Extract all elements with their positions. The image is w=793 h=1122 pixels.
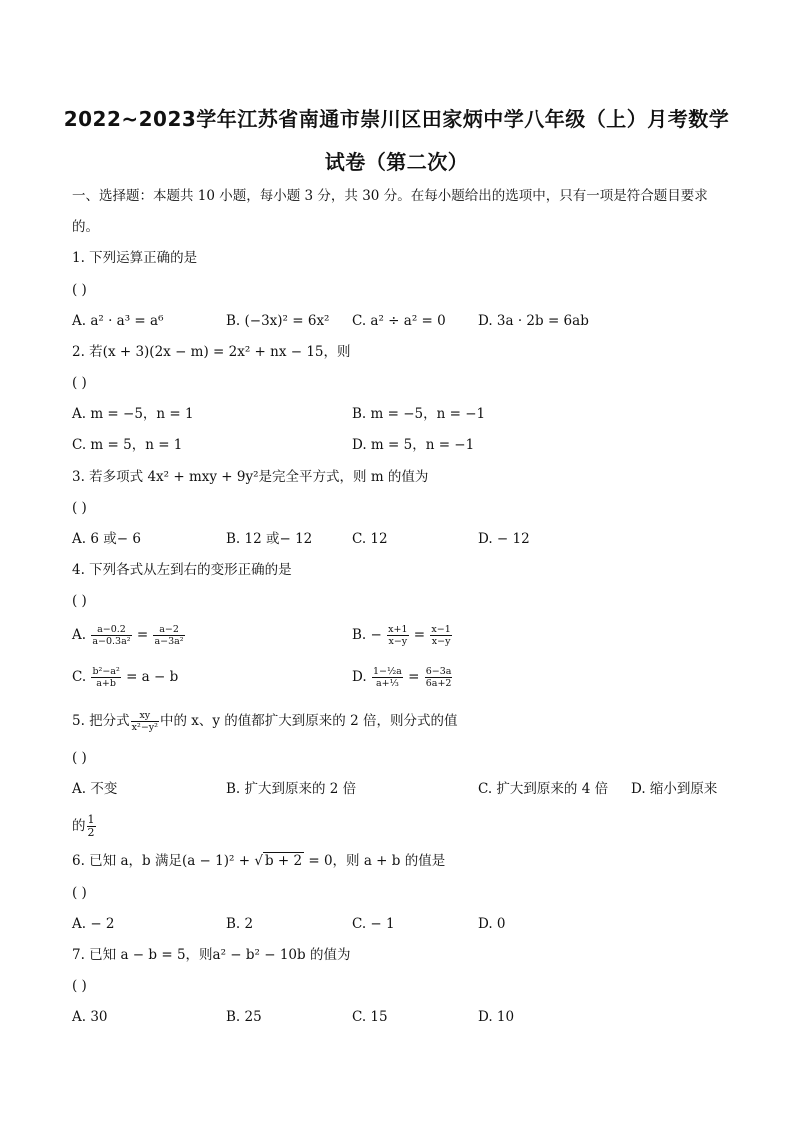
question-4-stem: 4. 下列各式从左到右的变形正确的是 [72, 562, 292, 578]
question-1-option-c: C. a² ÷ a² = 0 [352, 313, 446, 329]
numerator: a−2 [153, 624, 184, 636]
question-7-stem: 7. 已知 a − b = 5，则a² − b² − 10b 的值为 [72, 947, 351, 963]
question-2-option-d: D. m = 5，n = −1 [352, 437, 475, 453]
denominator: x−y [431, 636, 451, 647]
equals-sign: = [136, 627, 149, 643]
equals-sign: = [413, 627, 426, 643]
denominator: a+⅓ [375, 678, 399, 689]
numerator: 6−3a [425, 666, 452, 677]
minus-sign: − [370, 627, 382, 643]
question-7-option-c: C. 15 [352, 1009, 388, 1025]
numerator: a−0.2 [91, 624, 131, 636]
numerator: 1−½a [372, 666, 402, 677]
question-6-option-c: C. − 1 [352, 916, 395, 932]
question-3-option-c: C. 12 [352, 531, 388, 547]
question-1-option-a: A. a² · a³ = a⁶ [72, 313, 164, 329]
fraction [91, 624, 131, 647]
numerator: 1 [87, 813, 95, 826]
question-6-option-d: D. 0 [478, 916, 506, 932]
radicand: b + 2 [264, 853, 303, 869]
fraction [387, 624, 408, 647]
stem-text: 中的 x、y 的值都扩大到原来的 2 倍，则分式的值 [159, 713, 458, 729]
equals-sign: = [408, 669, 420, 685]
question-2-answer-paren: ( ) [72, 375, 87, 391]
question-2-option-a: A. m = −5，n = 1 [72, 406, 194, 422]
fraction [425, 666, 453, 689]
question-7-option-d: D. 10 [478, 1009, 515, 1025]
denominator: a−0.3a² [92, 636, 131, 647]
question-1-option-b: B. (−3x)² = 6x² [226, 313, 330, 329]
question-1-option-d: D. 3a · 2b = 6ab [478, 313, 589, 329]
question-7-option-b: B. 25 [226, 1009, 262, 1025]
section-intro: 一、选择题：本题共 10 小题，每小题 3 分，共 30 分。在每小题给出的选项中，只有一项是符合题目要求 [72, 188, 708, 204]
question-7-option-a: A. 30 [72, 1009, 108, 1025]
option-letter: C. [72, 669, 87, 685]
question-6-option-a: A. − 2 [72, 916, 115, 932]
question-7-answer-paren: ( ) [72, 978, 87, 994]
question-5-option-d: D. 缩小到原来 [631, 781, 718, 797]
fraction-half [87, 814, 96, 839]
question-2-option-c: C. m = 5，n = 1 [72, 437, 183, 453]
question-6-answer-paren: ( ) [72, 885, 87, 901]
exam-title-line1: 2022~2023学年江苏省南通市崇川区田家炳中学八年级（上）月考数学 [63, 107, 730, 131]
stem-text: = 0，则 a + b 的值是 [304, 853, 446, 869]
question-5-stem [72, 710, 457, 733]
numerator: x+1 [388, 624, 408, 635]
exam-title-line2: 试卷（第二次） [324, 150, 469, 174]
question-4-option-a [72, 624, 186, 647]
question-3-option-a: A. 6 或− 6 [72, 531, 141, 547]
option-text: 的 [72, 818, 86, 834]
option-letter: B. [352, 627, 367, 643]
option-letter: A. [72, 627, 87, 643]
denominator: a+b [96, 678, 116, 689]
question-4-option-c [72, 666, 178, 689]
fraction [372, 666, 403, 689]
stem-text: 5. 把分式 [72, 713, 130, 729]
question-3-answer-paren: ( ) [72, 500, 87, 516]
question-3-option-b: B. 12 或− 12 [226, 531, 313, 547]
question-3-stem: 3. 若多项式 4x² + mxy + 9y²是完全平方式，则 m 的值为 [72, 469, 429, 485]
numerator: b²−a² [92, 666, 120, 677]
right-hand-side: = a − b [126, 669, 179, 685]
question-6-stem [72, 851, 445, 871]
fraction [131, 710, 159, 733]
question-1-answer-paren: ( ) [72, 282, 87, 298]
question-4-option-b [352, 624, 453, 647]
question-5-option-b: B. 扩大到原来的 2 倍 [226, 781, 357, 797]
denominator: 2 [87, 826, 95, 839]
question-4-option-d [352, 666, 453, 689]
question-2-stem: 2. 若(x + 3)(2x − m) = 2x² + nx − 15，则 [72, 344, 351, 360]
question-5-answer-paren: ( ) [72, 750, 87, 766]
question-1-stem: 1. 下列运算正确的是 [72, 250, 198, 266]
question-5-option-c: C. 扩大到原来的 4 倍 [478, 781, 609, 797]
denominator: 6a+2 [425, 678, 452, 689]
question-3-option-d: D. − 12 [478, 531, 530, 547]
question-6-option-b: B. 2 [226, 916, 254, 932]
numerator: x−1 [431, 624, 451, 635]
denominator: x−y [388, 636, 408, 647]
numerator: xy [131, 710, 159, 722]
question-4-answer-paren: ( ) [72, 593, 87, 609]
radical-sign: √ [254, 853, 263, 869]
question-2-option-b: B. m = −5，n = −1 [352, 406, 486, 422]
denominator: a−3a² [154, 636, 184, 647]
stem-text: 6. 已知 a，b 满足(a − 1)² + [72, 853, 255, 869]
question-5-option-d-cont [72, 814, 97, 839]
denominator: x²−y² [131, 722, 158, 733]
question-5-option-a: A. 不变 [72, 781, 118, 797]
section-intro-cont: 的。 [72, 219, 99, 235]
fraction [430, 624, 451, 647]
fraction [153, 624, 184, 647]
option-letter: D. [352, 669, 367, 685]
fraction [91, 666, 120, 689]
